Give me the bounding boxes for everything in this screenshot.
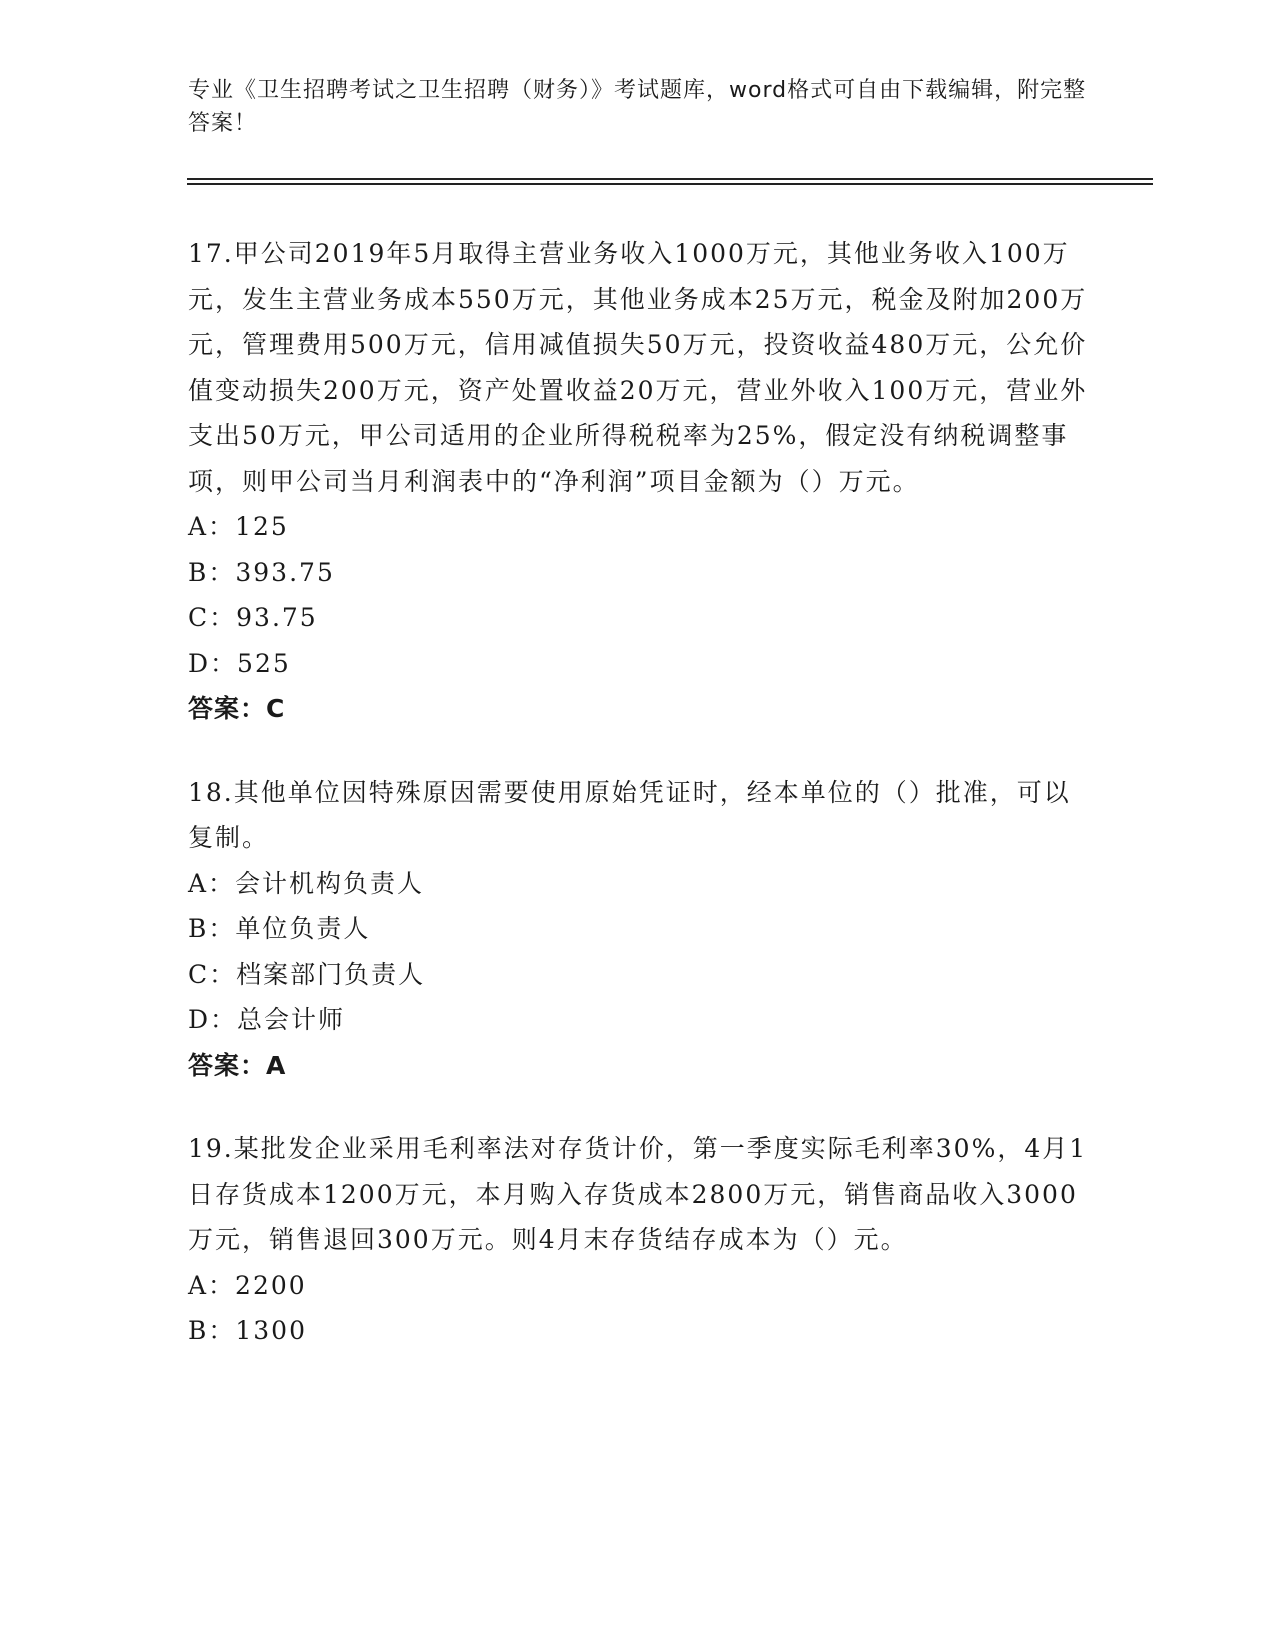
question-19 (188, 1126, 1088, 1354)
option-b: B：393.75 (188, 557, 335, 587)
option-a: A：2200 (188, 1270, 307, 1300)
option-d: D：525 (188, 648, 291, 678)
option-b: B：单位负责人 (188, 914, 371, 943)
answer: 答案：C (188, 694, 286, 723)
question-17 (188, 231, 1088, 732)
header-divider-double (187, 183, 1153, 185)
option-a: A：会计机构负责人 (188, 868, 425, 898)
header-divider (187, 178, 1153, 180)
option-c: C：93.75 (188, 603, 318, 632)
question-stem: 18.其他单位因特殊原因需要使用原始凭证时，经本单位的（）批准，可以复制。 (188, 777, 1071, 852)
answer: 答案：A (188, 1050, 287, 1080)
question-list (188, 231, 1088, 1354)
option-b: B：1300 (188, 1316, 307, 1345)
question-stem: 17.甲公司2019年5月取得主营业务收入1000万元，其他业务收入100万元，发生主营业务成本550万元，其他业务成本25万元，税金及附加200万元，管理费用500万元，信用减值损失50万元，投资收益480万元，公允价值变动损失200万元，资产处置收益20万元，营业外收入100万元，营业外支出50万元，甲公司适用的企业所得税税率为25%，假定没有纳税调整事项，则甲公司当月利润表中的“净利润”项目金额为（）万元。 (188, 239, 1088, 496)
question-stem: 19.某批发企业采用毛利率法对存货计价，第一季度实际毛利率30%，4月1日存货成本1200万元，本月购入存货成本2800万元，销售商品收入3000万元，销售退回300万元。则4月末存货结存成本为（）元。 (188, 1134, 1088, 1254)
page-header: 专业《卫生招聘考试之卫生招聘（财务）》考试题库，word格式可自由下载编辑，附完整答案！ (188, 78, 1087, 136)
option-c: C：档案部门负责人 (188, 959, 426, 989)
question-18 (188, 770, 1088, 1089)
option-d: D：总会计师 (188, 1005, 346, 1034)
option-a: A：125 (188, 512, 289, 541)
